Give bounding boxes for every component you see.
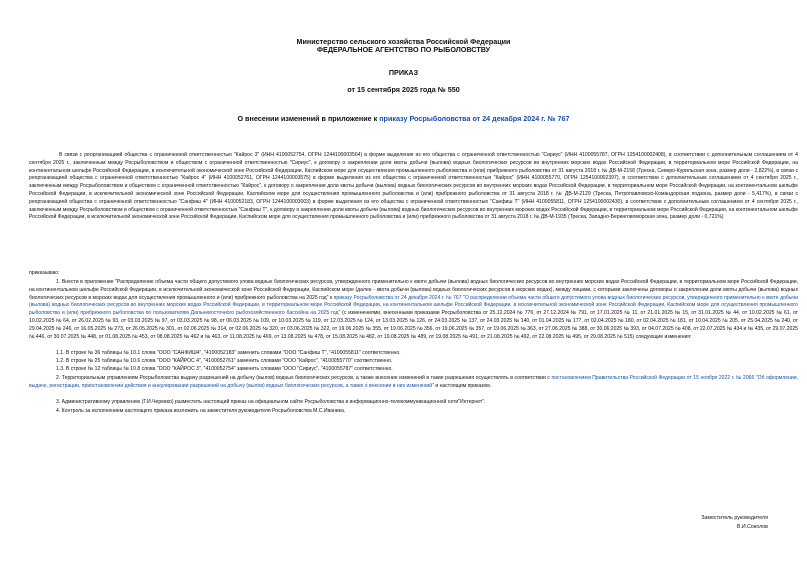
order-date-number: от 15 сентября 2025 года № 550 xyxy=(347,85,460,94)
clause-1-1: 1.1. В строке № 36 таблицы № 10.1 слова "ООО "САНФИШ4", "4100052183" заменить словами "ООО "Санфиш Т", "4100055811" соответственно. xyxy=(56,350,401,356)
subject-prefix: О внесении изменений в приложение к xyxy=(237,114,380,123)
clause-1-2: 1.2. В строке № 25 таблицы № 10.6 слова "ООО "КАЙРОС 4", "4100052761" заменить словами "ООО "Кайрос", "4100055770" соответственно. xyxy=(56,358,393,364)
signatory-name: В.И.Соколов xyxy=(736,524,768,530)
clause-1-3: 1.3. В строке № 12 таблицы № 10.8 слова "ООО "КАЙРОС 3", "4100052754" заменить словами "ООО "Сириус", "4100055787" соответственно. xyxy=(56,366,393,372)
clause-2-resolution-link[interactable]: постановлением Правительства Российской Федерации от 15 ноября 2022 г. № 2066 "Об оформлении, выдаче, регистрации, приостановлении действия и аннулировании разрешений на добычу (вылов) водных биологических ресурсов, а также о внесении в них изменений" xyxy=(29,375,799,389)
clause-1 xyxy=(29,279,798,341)
subject-order-link[interactable]: приказу Росрыболовства от 24 декабря 2024 г. № 767 xyxy=(379,114,570,123)
clause-4: 4. Контроль за исполнением настоящего приказа возложить на заместителя руководителя Росрыболовства М.С.Иваника. xyxy=(56,408,346,414)
clause-1-text-a: 1. Внести в приложение "Распределение объема части общего допустимого улова водных биологических ресурсов, утвержденного применительно к квоте добычи (вылова) водных биологических ресурсов во внутренних морских водах Российской Федерации, в территориальном море Российской Федерации, на континентальном шельфе Российской Федерации, в исключительной экономической зоне Российской Федерации, Каспийском море (далее - квота добычи (вылова) водных биологических ресурсов в морских водах), между лицами, с которыми заключены договоры о закреплении доли квоты добычи (вылова) водных биологических ресурсов в морских водах для осуществления промышленного и (или) прибрежного рыболовства на 2025 год" к xyxy=(29,279,798,301)
clause-2 xyxy=(29,375,798,391)
clause-3: 3. Административному управлению (Г.И.Черевко) разместить настоящий приказ на официальном сайте Росрыболовства в информационно-телекоммуникационной сети"Интернет". xyxy=(56,399,486,405)
preamble-paragraph: В связи с реорганизацией общества с ограниченной ответственностью "Кайрос 3" (ИНН 4100052754, ОГРН 1244100003564) в форме выделения из его общества с ограниченной ответственностью "Сириус" (ИНН 4100055787, ОГРН 1254100002408), в соответствии с дополнительным соглашением от 4 сентября 2025 г., заключенным между Росрыболовством и обществом с ограниченной ответственностью "Сириус", к договору о закреплении доли квоты добычи (вылова) водных биологических ресурсов во внутренних морских водах Российской Федерации, в территориальном море Российской Федерации, на континентальном шельфе Российской Федерации, в исключительной экономической зоне Российской Федерации, Каспийском море для осуществления промышленного рыболовства и (или) прибрежного рыболовства от 31 августа 2018 г. № ДВ-М-2158 (Треска, Северо-Курильская зона, размер доли - 2,822%), в связи с реорганизацией общества с ограниченной ответственностью "Кайрос 4" (ИНН 4100052761, ОГРН 1244100003575) в форме выделения из его общества с ограниченной ответственностью "Кайрос" (ИНН 4100055770, ОГРН 1254100002397), в соответствии с дополнительным соглашением от 4 сентября 2025 г., заключенным между Росрыболовством и обществом с ограниченной ответственностью "Кайрос", к договору о закреплении доли квоты добычи (вылова) водных биологических ресурсов во внутренних морских водах Российской Федерации, в территориальном море Российской Федерации, на континентальном шельфе Российской Федерации, в исключительной экономической зоне Российской Федерации, Каспийском море для осуществления промышленного рыболовства и (или) прибрежного рыболовства от 31 августа 2018 г. № ДВ-М-2129 (Треска, Петропавловско-Командорская подзона, размер доли - 5,417%), в связи с реорганизацией общества с ограниченной ответственностью "Санфиш 4" (ИНН 4100052183, ОГРН 1244100003003) в форме выделения из его общества с ограниченной ответственностью "Санфиш Т" (ИНН 4100055811, ОГРН 1254100002430), в соответствии с дополнительным соглашением от 4 сентября 2025 г., заключенным между Росрыболовством и обществом с ограниченной ответственностью "Санфиш Т", к договору о закреплении доли квоты добычи (вылова) водных биологических ресурсов во внутренних морских водах Российской Федерации, в территориальном море Российской Федерации, на континентальном шельфе Российской Федерации, в исключительной экономической зоне Российской Федерации, Каспийском море для осуществления промышленного рыболовства и (или) прибрежного рыболовства от 31 августа 2018 г. № ДВ-М-1935 (Треска, Западно-Беринговоморская зона, размер доли - 0,721%) xyxy=(29,152,798,221)
decree-word: приказываю: xyxy=(29,270,60,276)
clause-1-text-b: (с изменениями, внесенными приказами Росрыболовства от 25.12.2024 № 776, от 27.12.2024 № 791, от 17.01.2025 № 11, от 21.01.2025 № 15, от 31.01.2025 № 44, от 10.02.2025 № 61, от 10.02.2025 № 64, от 26.02.2025 № 93, от 03.03.2025 № 97, от 03.03.2025 № 98, от 06.03.2025 № 109, от 10.03.2025 № 119, от 12.03.2025 № 124, от 13.03.2025 № 126, от 24.03.2025 № 137, от 24.03.2025 № 140, от 01.04.2025 № 177, от 02.04.2025 № 180, от 02.04.2025 № 181, от 10.04.2025 № 205, от 25.04.2025 № 240, от 29.04.2025 № 246, от 16.05.2025 № 273, от 26.05.2025 № 301, от 02.06.2025 № 314, от 02.06.2025 № 320, от 03.06.2025 № 322, от 19.06.2025 № 355, от 19.06.2025 № 356, от 19.06.2025 № 357, от 19.06.2025 № 363, от 27.06.2025 № 388, от 30.06.2025 № 393, от 04.07.2025 № 408, от 22.07.2025 № 434 и № 435, от 29.07.2025 № 446, от 30.07.2025 № 448, от 01.08.2025 № 453, от 08.08.2025 № 462 и № 463, от 11.08.2025 № 469, от 13.08.2025 № 478, от 15.08.2025 № 482, от 19.08.2025 № 489, от 19.08.2025 № 491, от 21.08.2025 № 492, от 22.08.2025 № 495, от 29.08.2025 № 515) следующие изменения: xyxy=(29,310,798,340)
clause-2-text-a: 2. Территориальным управлениям Росрыболовства выдачу разрешений на добычу (вылов) водных биологических ресурсов, а также внесение изменений в такие разрешения осуществлять в соответствии с xyxy=(56,375,552,381)
signatory-position: Заместитель руководителя xyxy=(701,515,768,521)
agency-name: ФЕДЕРАЛЬНОЕ АГЕНТСТВО ПО РЫБОЛОВСТВУ xyxy=(316,45,491,54)
ministry-name: Министерство сельского хозяйства Российской Федерации xyxy=(296,37,511,46)
order-subject xyxy=(0,115,807,123)
clause-1-order-link[interactable]: приказу Росрыболовства от 24 декабря 2024 г. № 767 "О распределении объема части общего допустимого улова водных биологических ресурсов, утвержденного применительно к квоте добычи (вылова) водных биологических ресурсов во внутренних морских водах Российской Федерации, в территориальном море Российской Федерации, на континентальном шельфе Российской Федерации, в исключительной экономической зоне Российской Федерации, Каспийском море для осуществления промышленного рыболовства и (или) прибрежного рыболовства по пользователям Дальневосточного рыбохозяйственного бассейна на 2025 год" xyxy=(29,294,798,317)
clause-2-text-b: и настоящим приказом. xyxy=(433,382,492,389)
document-type: ПРИКАЗ xyxy=(388,68,419,77)
